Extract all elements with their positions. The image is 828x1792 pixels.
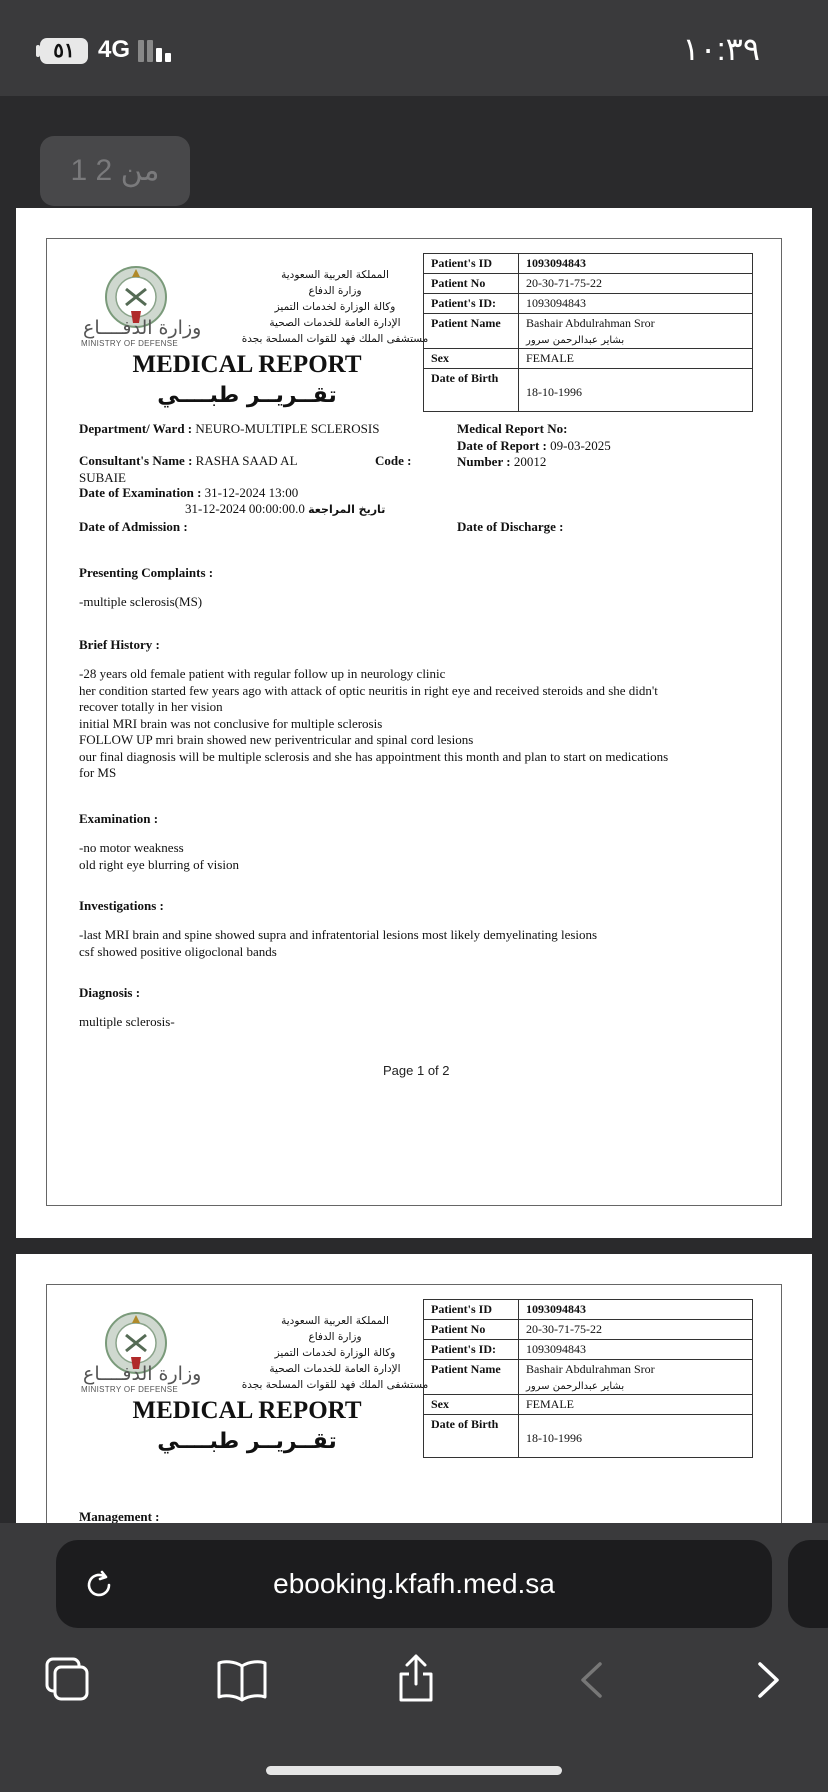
address-bar[interactable] bbox=[56, 1540, 772, 1628]
forward-arrow-icon[interactable] bbox=[756, 1660, 782, 1700]
ministry-name-en: MINISTRY OF DEFENSE bbox=[81, 1385, 178, 1394]
patient-table: Patient's ID 1093094843 Patient No 20-30-71-75-22 Patient's ID: 1093094843 Patient Name Bashair Abdulrahman Sror بشاير عبدالرحمن سرور Sex FEMALE Date of Birth 18-10-1996 bbox=[423, 1299, 753, 1458]
bookmarks-icon[interactable] bbox=[216, 1658, 268, 1702]
investigations-heading: Investigations : bbox=[79, 898, 164, 913]
share-icon[interactable] bbox=[396, 1652, 436, 1704]
back-arrow-icon[interactable] bbox=[578, 1660, 604, 1700]
reload-icon[interactable] bbox=[82, 1568, 116, 1602]
dept-value: NEURO-MULTIPLE SCLEROSIS bbox=[195, 421, 380, 436]
review-date: 31-12-2024 00:00:00.0 bbox=[185, 501, 305, 516]
url-text: ebooking.kfafh.med.sa bbox=[273, 1568, 555, 1599]
tabs-icon[interactable] bbox=[44, 1656, 92, 1704]
complaints-text: -multiple sclerosis(MS) bbox=[79, 594, 203, 609]
patient-table: Patient's ID 1093094843 Patient No 20-30-71-75-22 Patient's ID: 1093094843 Patient Name Bashair Abdulrahman Sror بشاير عبدالرحمن سرور Sex FEMALE Date of Birth 18-10-1996 bbox=[423, 253, 753, 412]
page-footer: Page 1 of 2 bbox=[383, 1063, 450, 1078]
consultant-name: RASHA SAAD AL bbox=[195, 453, 298, 468]
arabic-header: المملكة العربية السعودية وزارة الدفاع وكالة الوزارة لخدمات التميز الإدارة العامة للخدمات الصحية مستشفى الملك فهد للقوات المسلحة بجدة bbox=[241, 269, 429, 345]
examination-text: -no motor weakness old right eye blurring of vision bbox=[79, 840, 239, 872]
examination-heading: Examination : bbox=[79, 811, 159, 826]
page-border: وزارة الدفــــاع MINISTRY OF DEFENSE المملكة العربية السعودية وزارة الدفاع وكالة الوزارة لخدمات التميز الإدارة العامة للخدمات الصحية مستشفى الملك فهد للقوات المسلحة بجدة MEDICAL REPORT تقــريــر طبــــي Patient's ID 1093094843 Patient No 20-30-71-75-22 Patient's ID: 1093094843 Patient Name Bashair Abdulrahman Sror بشاير عبدالرحمن سرور Sex FEMALE Date of Birth 18-10-1996 Department/ Ward : NEURO-MULTIPLE SCLEROSIS Medical Report No: Date of Report : 09-03-2025 Number : 20012 Consultant's Name : RASHA SAAD AL SUBAIE Code : Date of Examination : 31-12-2024 13:00 31-12-2024 00:00:00.0 تاريخ المراجعة Date of Admission : Date of Discharge : Presenting Complaints : -multiple sclerosis(MS) Brief History : -28 years old female patient with regular follow up in neurology clinic her condition started few years ago with attack of optic neuritis in right eye and received steroids and she didn't recover totally in her vision initial MRI brain was not conclusive for multiple sclerosis FOLLOW UP mri brain showed new periventricular and spinal cord lesions our final diagnosis will be multiple sclerosis and she has appointment this month and plan to start on medications for MS Examination : -no motor weakness old right eye blurring of vision Investigations : -last MRI brain and spine showed supra and infratentorial lesions most likely demyelinating lesions csf showed positive oligoclonal bands Diagnosis : multiple sclerosis- Page 1 of 2 bbox=[46, 238, 782, 1206]
ministry-name-ar: وزارة الدفــــاع bbox=[83, 1363, 202, 1385]
report-no-label: Medical Report No: bbox=[457, 421, 568, 436]
history-heading: Brief History : bbox=[79, 637, 160, 652]
report-title-ar: تقــريــر طبــــي bbox=[157, 1429, 337, 1454]
ministry-name-en: MINISTRY OF DEFENSE bbox=[81, 339, 178, 348]
ministry-name-ar: وزارة الدفــــاع bbox=[83, 317, 202, 339]
status-bar bbox=[0, 0, 828, 96]
history-text: -28 years old female patient with regular follow up in neurology clinic her condition started few years ago with attack of optic neuritis in right eye and received steroids and she didn't recover totally in her vision initial MRI brain was not conclusive for multiple sclerosis FOLLOW UP mri brain showed new periventricular and spinal cord lesions our final diagnosis will be multiple sclerosis and she has appointment this month and plan to start on medications for MS bbox=[79, 666, 669, 780]
admission-label: Date of Admission : bbox=[79, 519, 188, 534]
report-title: MEDICAL REPORT bbox=[132, 1397, 362, 1424]
document-page-1 bbox=[16, 208, 812, 1238]
management-heading: Management : bbox=[79, 1509, 160, 1523]
signal-icon bbox=[138, 38, 178, 62]
page-indicator: 1 من 2 bbox=[40, 136, 190, 206]
report-number: 20012 bbox=[513, 454, 547, 469]
home-indicator bbox=[266, 1766, 562, 1775]
next-tab-preview[interactable] bbox=[788, 1540, 828, 1628]
investigations-text: -last MRI brain and spine showed supra and infratentorial lesions most likely demyelinating lesions csf showed positive oligoclonal bands bbox=[79, 927, 598, 959]
clock: ١٠:٣٩ bbox=[682, 31, 760, 67]
page-border bbox=[46, 1284, 782, 1523]
exam-date: 31-12-2024 13:00 bbox=[204, 485, 299, 500]
report-date: 09-03-2025 bbox=[550, 437, 611, 453]
diagnosis-text: multiple sclerosis- bbox=[79, 1014, 175, 1029]
discharge-label: Date of Discharge : bbox=[457, 519, 564, 534]
arabic-header: المملكة العربية السعودية وزارة الدفاع وكالة الوزارة لخدمات التميز الإدارة العامة للخدمات الصحية مستشفى الملك فهد للقوات المسلحة بجدة bbox=[241, 1315, 429, 1391]
diagnosis-heading: Diagnosis : bbox=[79, 985, 141, 1000]
complaints-heading: Presenting Complaints : bbox=[79, 565, 214, 580]
battery-icon: ٥١ bbox=[40, 38, 88, 64]
document-page-2 bbox=[16, 1254, 812, 1523]
report-title: MEDICAL REPORT bbox=[132, 351, 362, 378]
dept-label: Department/ Ward : bbox=[79, 421, 193, 436]
code-label: Code : bbox=[375, 453, 412, 468]
report-title-ar: تقــريــر طبــــي bbox=[157, 383, 337, 408]
network-label: 4G bbox=[98, 36, 131, 63]
